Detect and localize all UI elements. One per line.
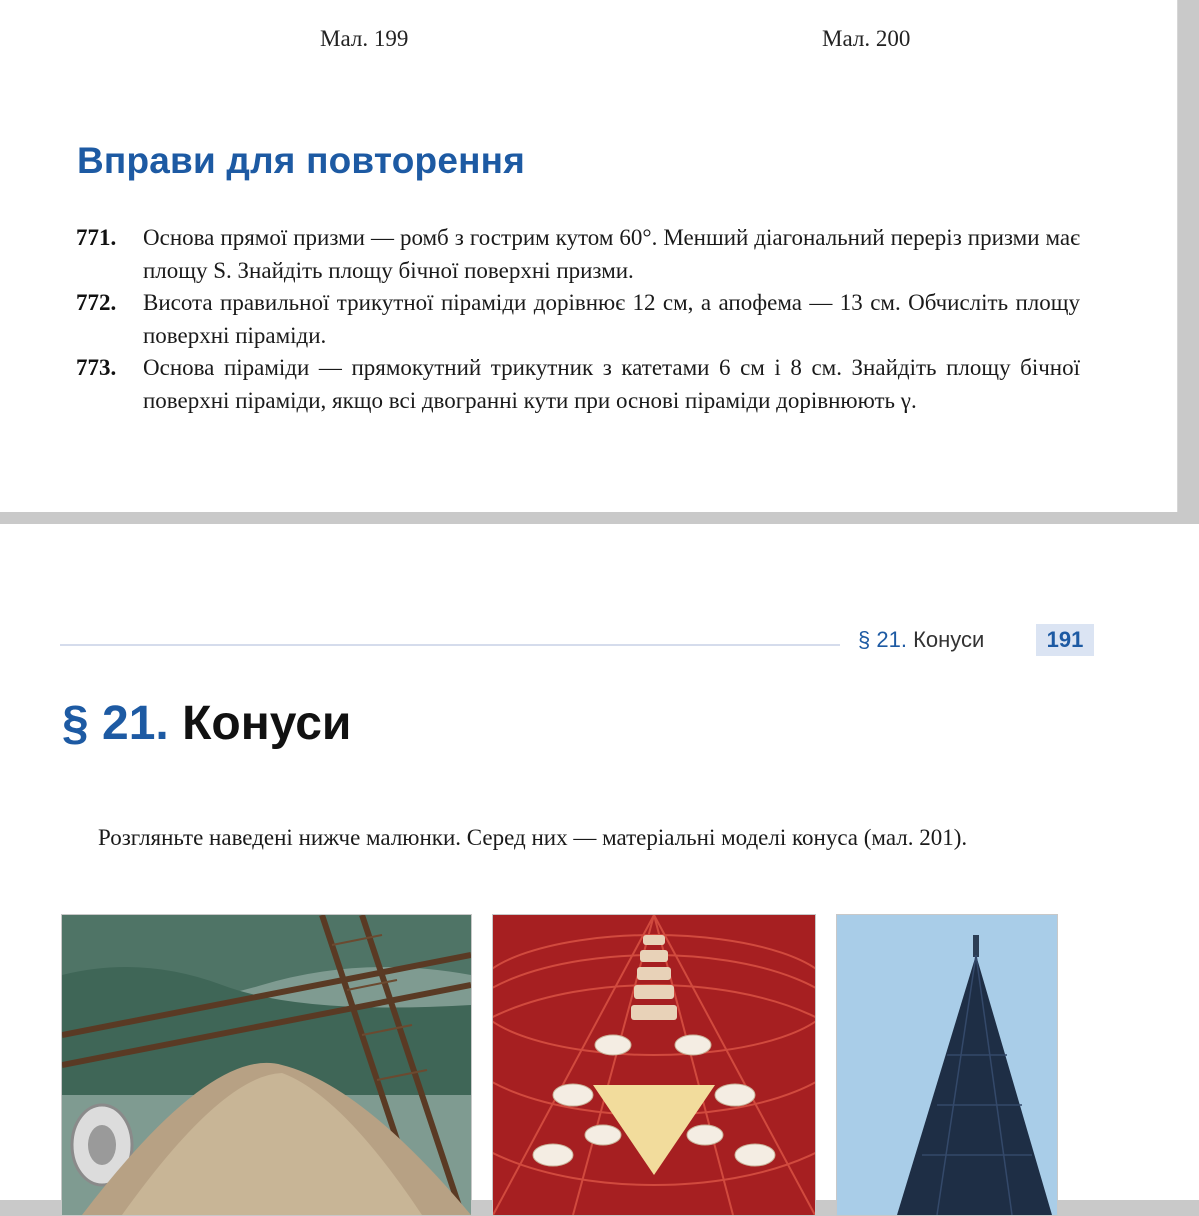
sand-pile-photo <box>61 914 472 1216</box>
page-upper <box>0 0 1178 512</box>
page-number: 191 <box>1036 624 1094 656</box>
running-header <box>858 627 984 653</box>
exercise-text: Основа піраміди — прямокутний трикутник з катетами 6 см і 8 см. Знайдіть площу бічної поверхні піраміди, якщо всі двогранні кути при основі піраміди дорівнюють γ. <box>143 355 1080 413</box>
running-header-title: Конуси <box>913 627 985 652</box>
figure-caption-199: Мал. 199 <box>320 26 409 51</box>
figure-caption-200: Мал. 200 <box>822 26 911 51</box>
chapter-number: § 21. <box>62 697 169 750</box>
intro-paragraph: Розгляньте наведені нижче малюнки. Серед них — матеріальні моделі конуса (мал. 201). <box>98 825 968 850</box>
exercise-list <box>76 222 1080 417</box>
section-heading: Вправи для повторення <box>77 140 525 181</box>
chandelier-photo <box>492 914 816 1216</box>
exercise-number: 772. <box>76 290 117 315</box>
running-header-paragraph: § 21. <box>858 627 907 652</box>
exercise-771 <box>76 222 1080 287</box>
chapter-title <box>62 696 351 751</box>
conical-spire-photo <box>836 914 1058 1216</box>
exercise-number: 771. <box>76 225 117 250</box>
exercise-text: Висота правильної трикутної піраміди дорівнює 12 см, а апофема — 13 см. Обчисліть площу поверхні піраміди. <box>143 290 1080 348</box>
running-header-rule <box>60 644 840 646</box>
page-lower <box>0 524 1199 1200</box>
exercise-text: Основа прямої призми — ромб з гострим кутом 60°. Менший діагональний переріз призми має площу S. Знайдіть площу бічної поверхні призми. <box>143 225 1080 283</box>
exercise-number: 773. <box>76 355 117 380</box>
chapter-name: Конуси <box>182 697 352 750</box>
exercise-772 <box>76 287 1080 352</box>
exercise-773 <box>76 352 1080 417</box>
